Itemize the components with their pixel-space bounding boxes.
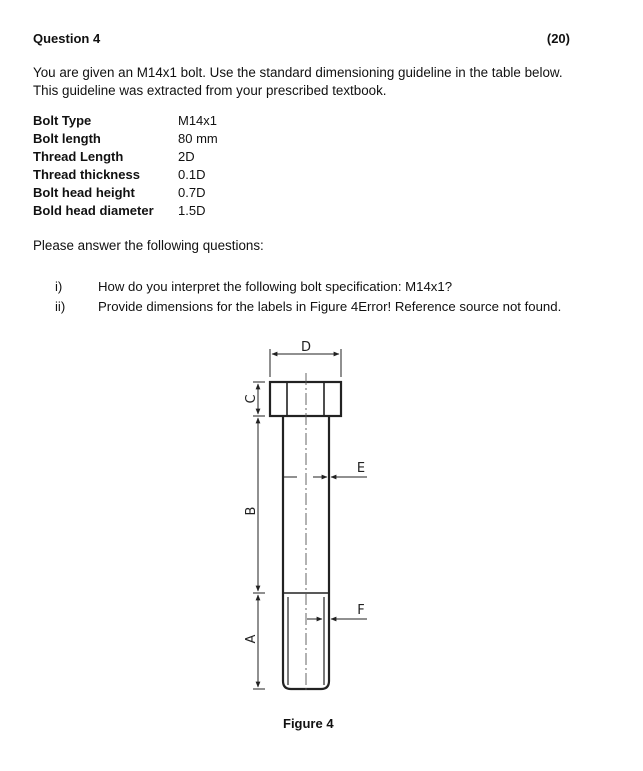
spec-row [33, 184, 218, 202]
question-marks: (20) [546, 31, 570, 46]
question-list [55, 277, 561, 317]
spec-label: Bold head diameter [33, 203, 154, 218]
spec-value: 0.7D [178, 185, 206, 200]
bolt-drawing [225, 335, 375, 695]
spec-label: Thread thickness [33, 167, 140, 182]
label-c: C [244, 394, 259, 404]
question-text: Provide dimensions for the labels in Figure 4Error! Reference source not found. [98, 299, 562, 314]
spec-row [33, 112, 218, 130]
figure-caption: Figure 4 [283, 716, 334, 731]
question-title: Question 4 [33, 31, 101, 46]
spec-label: Bolt length [33, 131, 101, 146]
question-number: i) [55, 279, 63, 294]
intro-line-2: This guideline was extracted from your prescribed textbook. [33, 83, 387, 98]
spec-row [33, 130, 218, 148]
bolt-outline [270, 382, 341, 689]
spec-row [33, 202, 218, 220]
question-item [55, 297, 561, 317]
spec-table [33, 112, 218, 220]
spec-label: Thread Length [33, 149, 124, 164]
spec-value: 1.5D [178, 203, 206, 218]
intro-line-1: You are given an M14x1 bolt. Use the standard dimensioning guideline in the table below. [33, 65, 563, 80]
spec-value: 2D [178, 149, 195, 164]
spec-value: 80 mm [178, 131, 218, 146]
label-d: D [300, 340, 312, 355]
spec-value: M14x1 [178, 113, 218, 128]
spec-row [33, 148, 218, 166]
label-f: F [357, 603, 365, 618]
questions-prompt: Please answer the following questions: [33, 238, 264, 253]
spec-value: 0.1D [178, 167, 206, 182]
question-item [55, 277, 561, 297]
spec-row [33, 166, 218, 184]
question-number: ii) [55, 299, 66, 314]
label-e: E [356, 461, 366, 476]
spec-label: Bolt head height [33, 185, 135, 200]
bolt-head [270, 382, 341, 416]
label-a: A [244, 634, 259, 644]
spec-label: Bolt Type [33, 113, 92, 128]
intro-paragraph [33, 64, 593, 100]
label-b: B [244, 506, 259, 516]
question-text: How do you interpret the following bolt specification: M14x1? [98, 279, 453, 294]
